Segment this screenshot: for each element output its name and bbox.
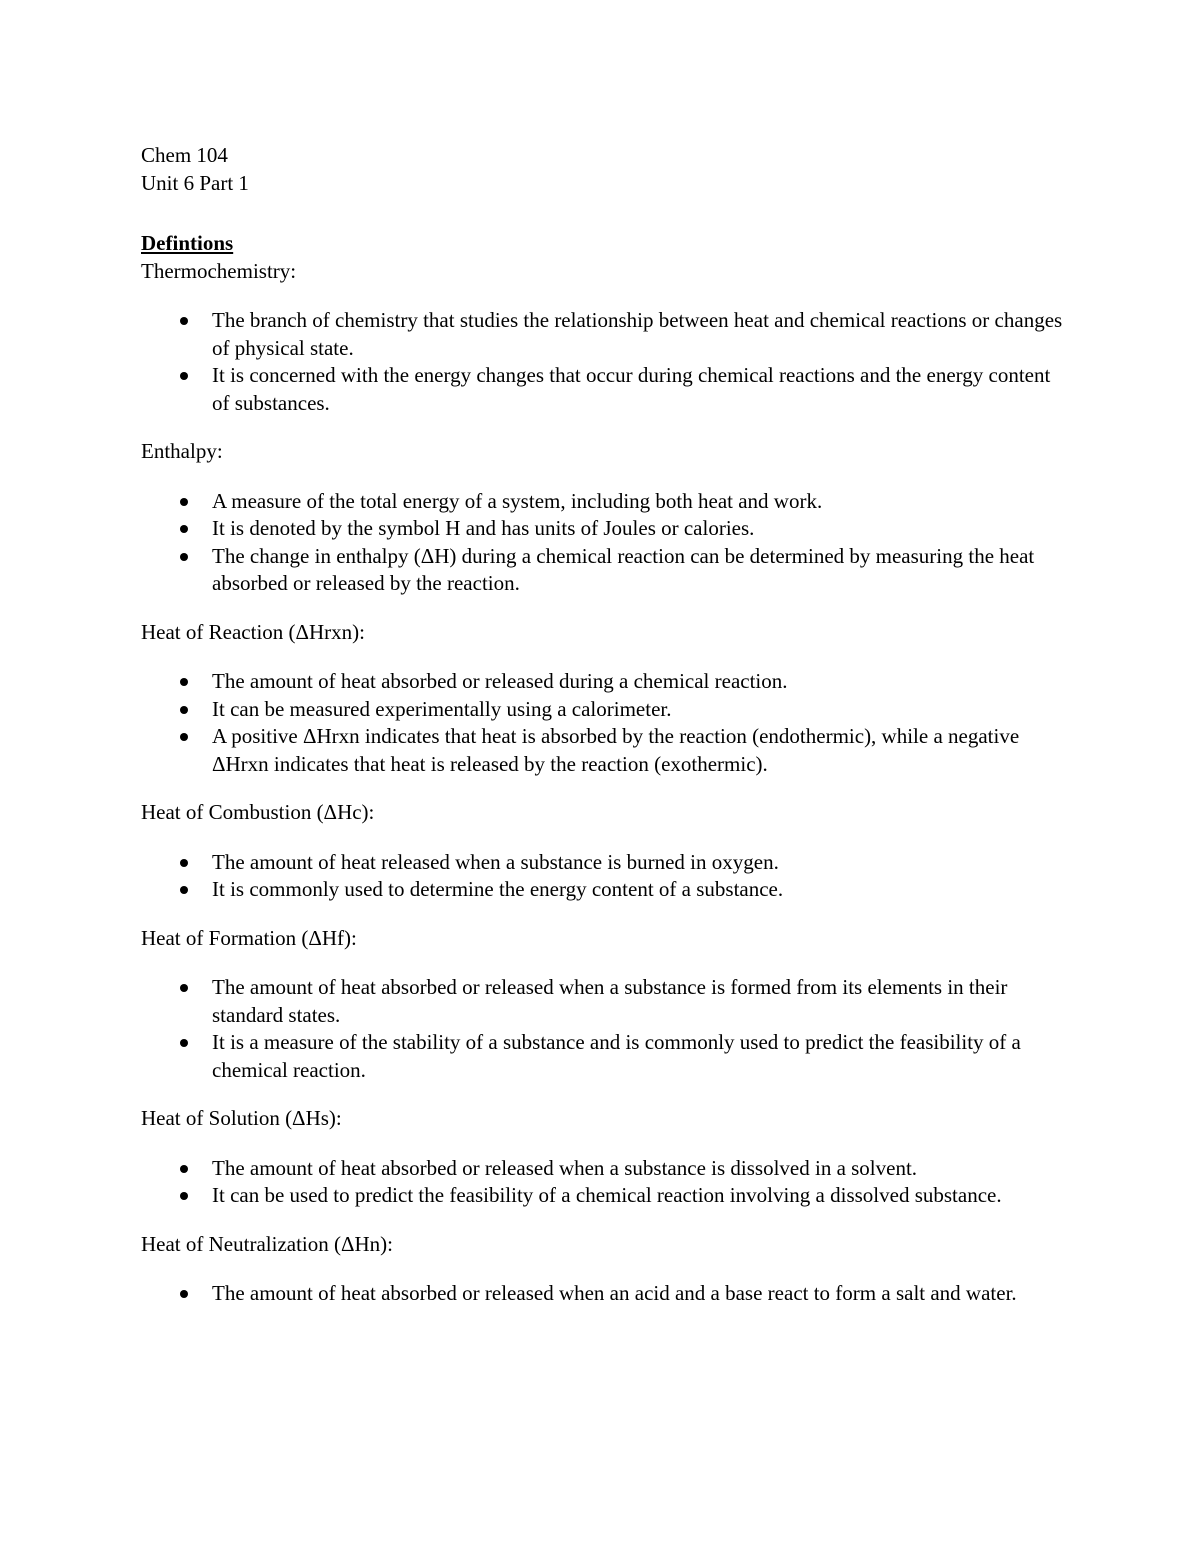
bullet-text: The amount of heat absorbed or released during a chemical reaction.: [212, 669, 788, 693]
list-item: [141, 307, 1071, 362]
list-item: [141, 1280, 1071, 1308]
list-item: [141, 543, 1071, 598]
list-item: [141, 362, 1071, 417]
definition-term: Heat of Combustion (ΔHc):: [141, 800, 375, 824]
definition-term: Heat of Reaction (ΔHrxn):: [141, 619, 366, 644]
document-page: [141, 142, 1071, 1308]
list-item: [141, 488, 1071, 516]
bullet-icon: [180, 859, 188, 867]
bullet-list: [141, 307, 1071, 417]
definition-term: Thermochemistry:: [141, 258, 297, 283]
bullet-text: It is commonly used to determine the energy content of a substance.: [212, 877, 784, 901]
bullet-icon: [180, 706, 188, 714]
bullet-icon: [180, 1290, 188, 1298]
bullet-text: The change in enthalpy (ΔH) during a chemical reaction can be determined by measuring the heat absorbed or released by the reaction.: [212, 543, 1035, 595]
definition-section: [141, 258, 1071, 418]
list-item: [141, 696, 1071, 724]
definition-section: [141, 1231, 1071, 1308]
bullet-text: The amount of heat absorbed or released when an acid and a base react to form a salt and water.: [212, 1281, 1017, 1305]
bullet-text: A positive ΔHrxn indicates that heat is absorbed by the reaction (endothermic), while a negative ΔHrxn indicates that heat is released by the reaction (exothermic).: [212, 724, 1020, 776]
bullet-text: The amount of heat absorbed or released when a substance is dissolved in a solvent.: [212, 1155, 918, 1180]
bullet-icon: [180, 525, 188, 533]
list-item: [141, 1029, 1071, 1084]
bullet-icon: [180, 317, 188, 325]
definition-section: [141, 925, 1071, 1085]
bullet-icon: [180, 678, 188, 686]
bullet-icon: [180, 733, 188, 741]
bullet-icon: [180, 553, 188, 561]
definition-term: Heat of Formation (ΔHf):: [141, 925, 357, 950]
list-item: [141, 723, 1071, 778]
bullet-icon: [180, 1165, 188, 1173]
definition-section: [141, 799, 1071, 904]
bullet-text: It is a measure of the stability of a substance and is commonly used to predict the feasibility of a chemical reaction.: [212, 1030, 1021, 1082]
bullet-icon: [180, 984, 188, 992]
bullet-text: The amount of heat released when a substance is burned in oxygen.: [212, 849, 779, 874]
bullet-list: [141, 1280, 1071, 1308]
course-title: Chem 104: [141, 143, 228, 167]
definition-term: Heat of Neutralization (ΔHn):: [141, 1231, 393, 1256]
bullet-icon: [180, 372, 188, 380]
list-item: [141, 668, 1071, 696]
bullet-icon: [180, 498, 188, 506]
definition-section: [141, 438, 1071, 598]
list-item: [141, 974, 1071, 1029]
bullet-text: It can be used to predict the feasibility of a chemical reaction involving a dissolved substance.: [212, 1183, 1002, 1207]
list-item: [141, 849, 1071, 877]
definition-section: [141, 1105, 1071, 1210]
bullet-text: The branch of chemistry that studies the relationship between heat and chemical reactions or changes of physical state.: [212, 308, 1063, 360]
bullet-text: It can be measured experimentally using a calorimeter.: [212, 696, 672, 721]
bullet-list: [141, 488, 1071, 598]
definition-term: Enthalpy:: [141, 439, 223, 463]
bullet-text: The amount of heat absorbed or released when a substance is formed from its elements in their standard states.: [212, 975, 1008, 1027]
definitions-list: [141, 258, 1071, 1308]
bullet-list: [141, 974, 1071, 1084]
bullet-list: [141, 849, 1071, 904]
list-item: [141, 1182, 1071, 1210]
bullet-text: It is denoted by the symbol H and has units of Joules or calories.: [212, 516, 755, 540]
list-item: [141, 515, 1071, 543]
definitions-heading: Defintions: [141, 231, 234, 255]
list-item: [141, 1155, 1071, 1183]
bullet-text: It is concerned with the energy changes that occur during chemical reactions and the energy content of substances.: [212, 363, 1051, 415]
list-item: [141, 876, 1071, 904]
definition-term: Heat of Solution (ΔHs):: [141, 1106, 342, 1130]
bullet-list: [141, 668, 1071, 778]
unit-title: Unit 6 Part 1: [141, 170, 249, 195]
bullet-icon: [180, 886, 188, 894]
bullet-icon: [180, 1039, 188, 1047]
bullet-icon: [180, 1192, 188, 1200]
bullet-text: A measure of the total energy of a system, including both heat and work.: [212, 488, 823, 513]
bullet-list: [141, 1155, 1071, 1210]
definition-section: [141, 619, 1071, 779]
